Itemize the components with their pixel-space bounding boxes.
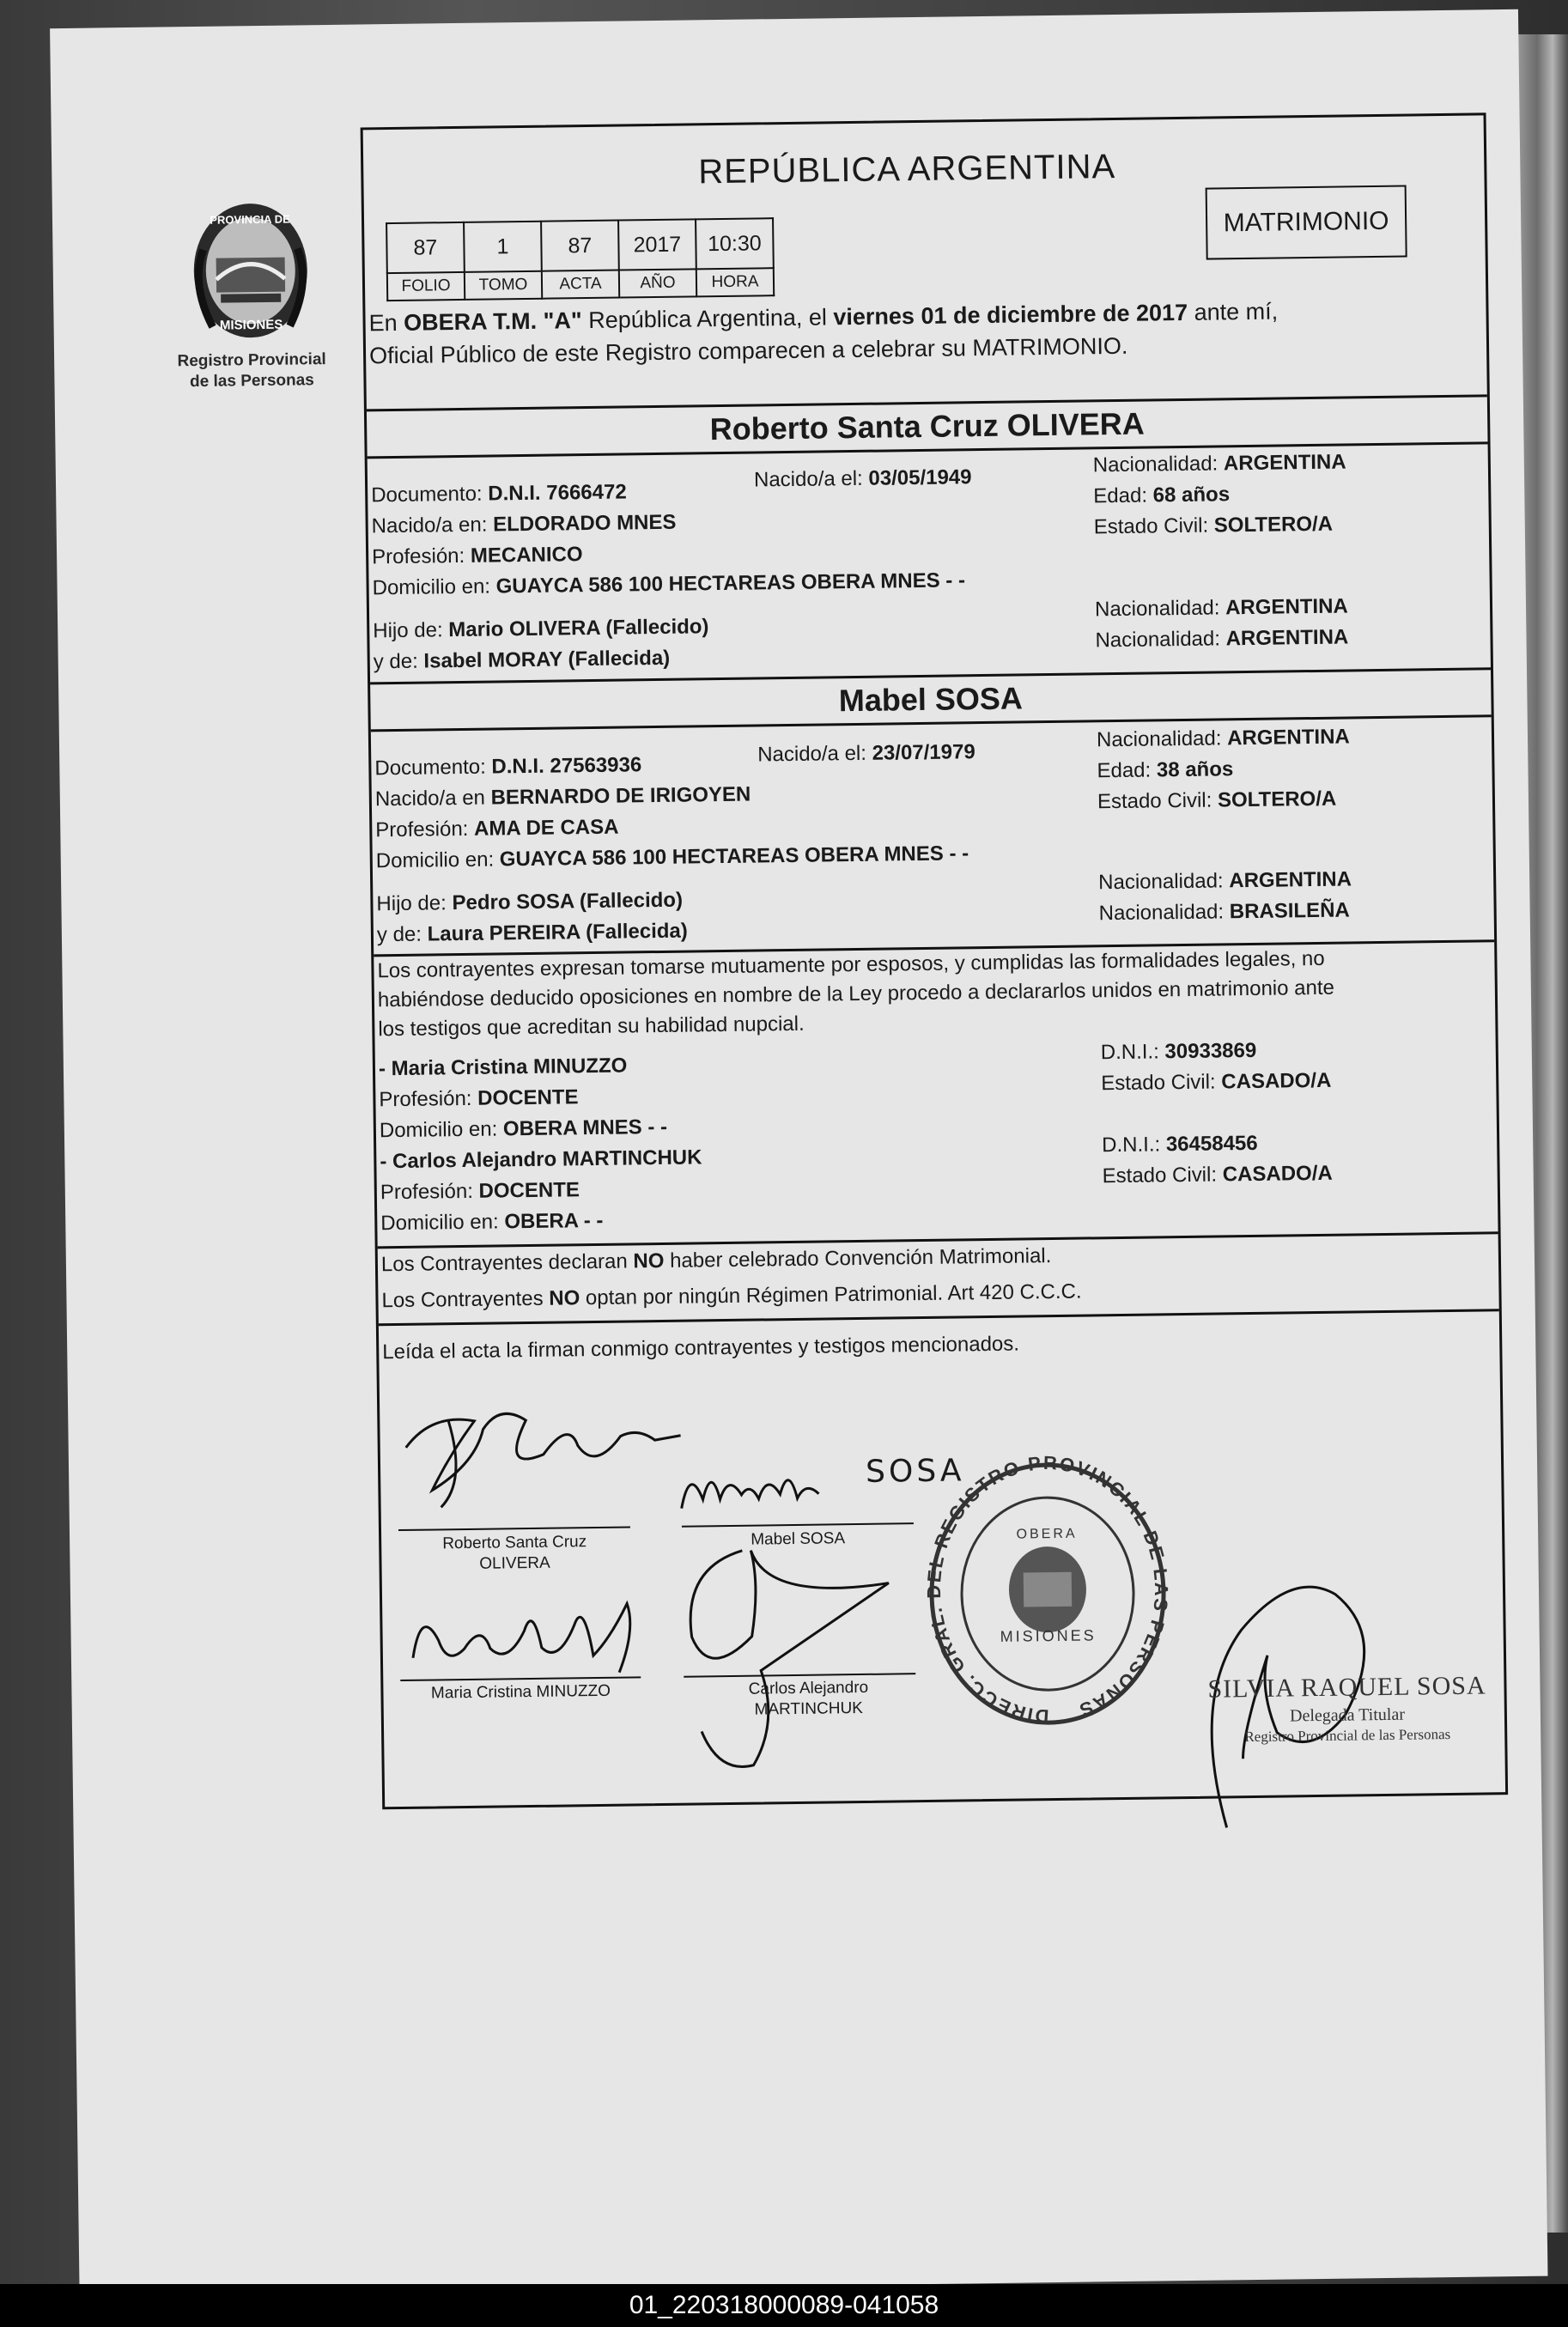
logo-line-1: Registro Provincial (177, 350, 326, 371)
witness-1-profession: Profesión: DOCENTE (379, 1085, 579, 1112)
intro-line-1: En OBERA T.M. "A" República Argentina, el viernes 01 de diciembre de 2017 ante mí, (368, 298, 1279, 337)
closing-statement: Leída el acta la firman conmigo contrayentes y testigos mencionados. (382, 1332, 1020, 1364)
groom-father: Hijo de: Mario OLIVERA (Fallecido) (373, 615, 709, 643)
bride-mother-nationality: Nacionalidad: BRASILEÑA (1098, 898, 1350, 926)
groom-civil-status: Estado Civil: SOLTERO/A (1093, 512, 1334, 539)
emblem-text-bottom: MISIONES (219, 317, 283, 333)
groom-age: Edad: 68 años (1093, 483, 1231, 508)
convention-line-2: Los Contrayentes NO optan por ningún Régimen Patrimonial. Art 420 C.C.C. (381, 1279, 1082, 1313)
bride-age: Edad: 38 años (1097, 757, 1234, 783)
document-type-box: MATRIMONIO (1206, 185, 1407, 260)
groom-name: Roberto Santa Cruz OLIVERA (709, 405, 1145, 447)
divider (379, 1309, 1499, 1326)
document-page (50, 9, 1547, 2295)
marriage-certificate-form (361, 112, 1509, 1809)
witness-1-name: - Maria Cristina MINUZZO (378, 1054, 628, 1081)
seal-inner-top: OBERA (1016, 1526, 1078, 1542)
officer-name: SILVIA RAQUEL SOSA (1207, 1671, 1486, 1704)
bride-father: Hijo de: Pedro SOSA (Fallecido) (376, 888, 684, 916)
groom-nationality: Nacionalidad: ARGENTINA (1092, 450, 1346, 477)
bride-nationality: Nacionalidad: ARGENTINA (1096, 725, 1350, 752)
official-seal-icon (917, 1450, 1178, 1737)
bride-signature-caption: Mabel SOSA (751, 1529, 846, 1549)
groom-birth-place: Nacido/a en: ELDORADO MNES (371, 510, 677, 538)
declaration-line-1: Los contrayentes expresan tomarse mutuamente por esposos, y cumplidas las formalidades legales, no (377, 946, 1325, 983)
groom-mother: y de: Isabel MORAY (Fallecida) (373, 646, 671, 674)
witness-2-address: Domicilio en: OBERA - - (380, 1208, 604, 1236)
groom-signature-icon (397, 1393, 690, 1525)
groom-birth-date: Nacido/a el: 03/05/1949 (753, 465, 972, 492)
witness-1-dni: D.N.I.: 30933869 (1100, 1038, 1257, 1065)
groom-profession: Profesión: MECANICO (371, 543, 583, 569)
bride-signature-icon (672, 1446, 862, 1526)
bride-address: Domicilio en: GUAYCA 586 100 HECTAREAS OBERA MNES - - (375, 841, 969, 873)
witness-2-profession: Profesión: DOCENTE (380, 1178, 580, 1205)
bride-birth-date: Nacido/a el: 23/07/1979 (757, 740, 975, 767)
bride-birth-place: Nacido/a en BERNARDO DE IRIGOYEN (374, 782, 751, 811)
witness-2-civil-status: Estado Civil: CASADO/A (1102, 1161, 1333, 1188)
officer-org: Registro Provincial de las Personas (1244, 1726, 1451, 1746)
bride-document: Documento: D.N.I. 27563936 (374, 753, 642, 781)
groom-father-nationality: Nacionalidad: ARGENTINA (1094, 594, 1348, 622)
officer-title: Delegada Titular (1289, 1704, 1406, 1726)
groom-mother-nationality: Nacionalidad: ARGENTINA (1095, 625, 1349, 653)
acta-label: ACTA (542, 270, 619, 299)
bride-civil-status: Estado Civil: SOLTERO/A (1097, 787, 1337, 814)
groom-document: Documento: D.N.I. 7666472 (371, 480, 627, 507)
tomo-value: 1 (464, 222, 542, 272)
logo-line-2: de las Personas (189, 371, 314, 392)
witness-2-signature-caption: Carlos Alejandro MARTINCHUK (748, 1678, 869, 1719)
year-value: 2017 (618, 219, 696, 270)
bride-mother: y de: Laura PEREIRA (Fallecida) (376, 919, 688, 947)
witness-2-dni: D.N.I.: 36458456 (1102, 1131, 1258, 1157)
record-cells (386, 217, 775, 301)
registry-logo (164, 197, 338, 393)
folio-label: FOLIO (387, 272, 465, 301)
tomo-label: TOMO (465, 271, 542, 300)
witness-2-name: - Carlos Alejandro MARTINCHUK (380, 1145, 702, 1174)
seal-ring-text: DIRECC. GRAL. DEL REGISTRO PROVINCIAL DE LAS PERSONAS (922, 1451, 1173, 1728)
witness-2-signature-icon (665, 1531, 917, 1792)
scan-code-bar: 01_220318000089-041058 (0, 2284, 1568, 2327)
acta-value: 87 (541, 221, 619, 271)
emblem-text-top: PROVINCIA DE (210, 212, 290, 227)
convention-line-1: Los Contrayentes declaran NO haber celebrado Convención Matrimonial. (380, 1244, 1052, 1277)
witness-1-address: Domicilio en: OBERA MNES - - (379, 1115, 668, 1143)
officer-stamp (1207, 1671, 1486, 1746)
bride-handwritten-surname: SOSA (865, 1453, 965, 1490)
seal-inner-bottom: MISIONES (1000, 1626, 1097, 1645)
witness-1-signature-caption: Maria Cristina MINUZZO (430, 1681, 611, 1703)
logo-caption (166, 349, 338, 393)
province-emblem-icon (185, 197, 316, 344)
page-title: REPÚBLICA ARGENTINA (698, 147, 1116, 191)
hour-label: HORA (696, 268, 774, 296)
declaration-line-3: los testigos que acreditan su habilidad nupcial. (378, 1012, 805, 1042)
signature-line (398, 1526, 630, 1531)
groom-signature-caption: Roberto Santa Cruz OLIVERA (442, 1533, 587, 1573)
witness-1-civil-status: Estado Civil: CASADO/A (1101, 1068, 1332, 1096)
folio-value: 87 (386, 222, 465, 273)
bride-father-nationality: Nacionalidad: ARGENTINA (1098, 867, 1352, 895)
bride-name: Mabel SOSA (838, 680, 1024, 719)
groom-address: Domicilio en: GUAYCA 586 100 HECTAREAS OBERA MNES - - (372, 568, 966, 600)
hour-value: 10:30 (696, 218, 774, 269)
bride-profession: Profesión: AMA DE CASA (375, 815, 619, 842)
declaration-line-2: habiéndose deducido oposiciones en nombre de la Ley procedo a declararlos unidos en matrimonio ante (377, 975, 1335, 1012)
year-label: AÑO (619, 269, 696, 297)
intro-line-2: Oficial Público de este Registro comparecen a celebrar su MATRIMONIO. (368, 332, 1128, 369)
